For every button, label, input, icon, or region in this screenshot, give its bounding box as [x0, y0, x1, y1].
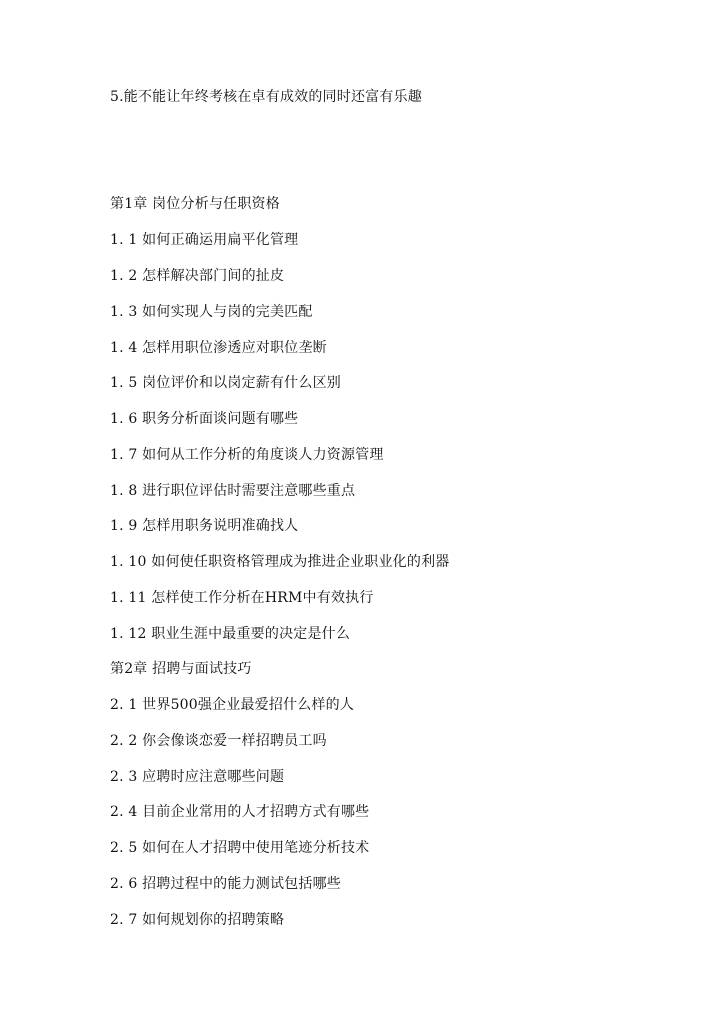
- toc-item: 2. 3 应聘时应注意哪些问题: [110, 769, 285, 785]
- toc-item: 2. 6 招聘过程中的能力测试包括哪些: [110, 876, 341, 892]
- toc-item: 2. 2 你会像谈恋爱一样招聘员工吗: [110, 733, 327, 749]
- toc-item: 1. 2 怎样解决部门间的扯皮: [110, 268, 285, 284]
- toc-item: 1. 9 怎样用职务说明准确找人: [110, 518, 299, 534]
- toc-item: 1. 3 如何实现人与岗的完美匹配: [110, 304, 313, 320]
- toc-item: 2. 4 目前企业常用的人才招聘方式有哪些: [110, 804, 370, 820]
- toc-item: 2. 5 如何在人才招聘中使用笔迹分析技术: [110, 840, 370, 856]
- toc-item: 1. 1 如何正确运用扁平化管理: [110, 232, 299, 248]
- toc-item: 1. 11 怎样使工作分析在HRM中有效执行: [110, 590, 374, 606]
- toc-item: 1. 4 怎样用职位渗透应对职位垄断: [110, 340, 327, 356]
- toc-item: 1. 8 进行职位评估时需要注意哪些重点: [110, 483, 356, 499]
- toc-item: 1. 10 如何使任职资格管理成为推进企业职业化的利器: [110, 554, 450, 570]
- toc-item: 1. 7 如何从工作分析的角度谈人力资源管理: [110, 447, 384, 463]
- toc-item: 2. 1 世界500强企业最爱招什么样的人: [110, 697, 355, 713]
- toc-item: 1. 5 岗位评价和以岗定薪有什么区别: [110, 375, 341, 391]
- chapter-2-title: 第2章 招聘与面试技巧: [110, 661, 252, 677]
- toc-item: 1. 12 职业生涯中最重要的决定是什么: [110, 626, 351, 642]
- toc-item: 2. 7 如何规划你的招聘策略: [110, 912, 285, 928]
- intro-line: 5.能不能让年终考核在卓有成效的同时还富有乐趣: [110, 89, 422, 105]
- chapter-1-title: 第1章 岗位分析与任职资格: [110, 196, 280, 212]
- toc-item: 1. 6 职务分析面谈问题有哪些: [110, 411, 299, 427]
